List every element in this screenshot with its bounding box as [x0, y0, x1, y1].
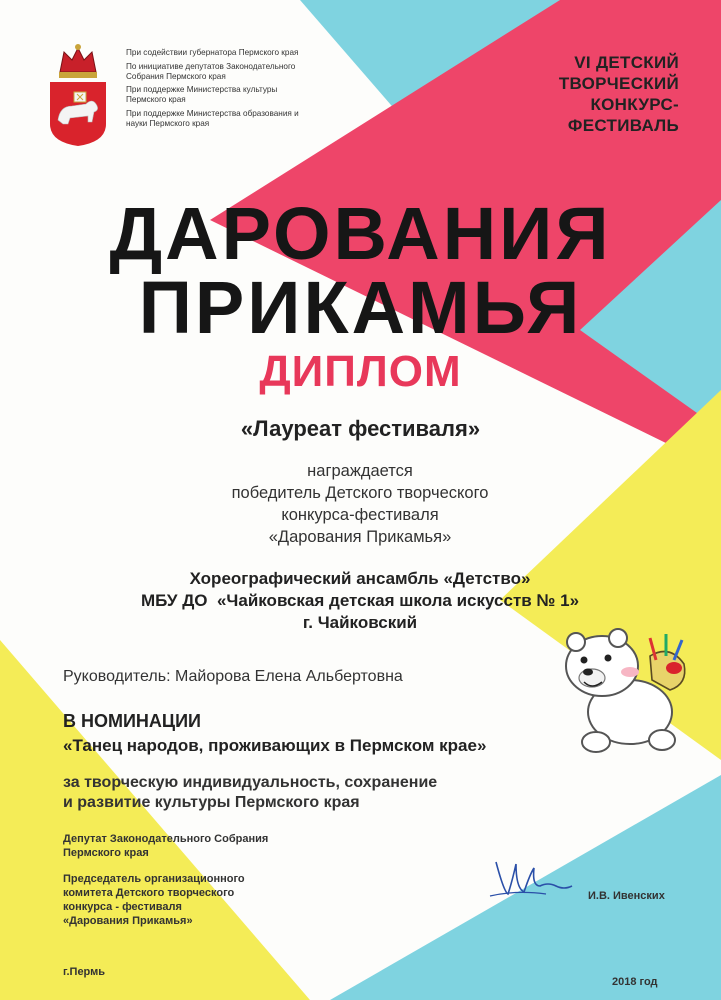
nomination-title: «Танец народов, проживающих в Пермском крае» [63, 736, 487, 755]
signature-icon [486, 852, 576, 904]
city-label: г.Пермь [63, 966, 106, 978]
laureate-title: «Лауреат фестиваля» [240, 416, 481, 441]
festival-label [459, 52, 679, 136]
sponsor-line: При содействии губернатора Пермского края [126, 48, 299, 57]
chair-line: конкурса - фестиваля [63, 901, 182, 913]
award-line: награждается [307, 462, 413, 480]
chair-line: комитета Детского творческого [63, 887, 235, 899]
sponsor-line: По инициативе депутатов Законодательного Собрания Пермского края [126, 61, 296, 81]
title-line-1: ДАРОВАНИЯ [109, 192, 612, 275]
deputy-signatory [63, 832, 268, 860]
recipient-line: МБУ ДО «Чайковская детская школа искусств № 1» [140, 591, 580, 610]
award-text [160, 460, 560, 548]
year-label: 2018 год [612, 976, 658, 988]
signatory-name: И.В. Ивенских [588, 890, 665, 902]
reason-line: за творческую индивидуальность, сохранение [63, 774, 438, 791]
recipient-line: Хореографический ансамбль «Детство» [189, 569, 531, 588]
chair-signatory [63, 872, 245, 928]
festival-line: ТВОРЧЕСКИЙ [558, 74, 679, 93]
award-reason [63, 773, 437, 813]
title-line-2: ПРИКАМЬЯ [138, 266, 583, 349]
recipient-line: г. Чайковский [302, 613, 418, 632]
award-line: конкурса-фестиваля [281, 506, 439, 524]
head-teacher: Руководитель: Майорова Елена Альбертовна [63, 668, 403, 685]
coat-of-arms-icon [46, 42, 110, 148]
deputy-line: Пермского края [63, 847, 149, 859]
yellow-triangle-left [0, 640, 310, 1000]
chair-line: Председатель организационного [63, 873, 245, 885]
chair-line: «Дарования Прикамья» [63, 915, 193, 927]
festival-line: VI ДЕТСКИЙ [574, 53, 679, 72]
polar-bear-mascot-icon [558, 620, 698, 755]
nomination-heading: В НОМИНАЦИИ [63, 711, 201, 731]
sponsor-line: При поддержке Министерства культуры Пермского края [126, 85, 278, 104]
deputy-line: Депутат Законодательного Собрания [63, 833, 269, 845]
reason-line: и развитие культуры Пермского края [63, 794, 360, 811]
award-line: победитель Детского творческого [231, 484, 489, 502]
festival-line: ФЕСТИВАЛЬ [567, 116, 679, 135]
sponsors-list [126, 48, 306, 132]
sponsor-line: При поддержке Министерства образования и науки Пермского края [126, 108, 299, 128]
festival-line: КОНКУРС- [590, 95, 679, 114]
award-line: «Дарования Прикамья» [268, 528, 452, 546]
diploma-heading: ДИПЛОМ [259, 347, 462, 396]
